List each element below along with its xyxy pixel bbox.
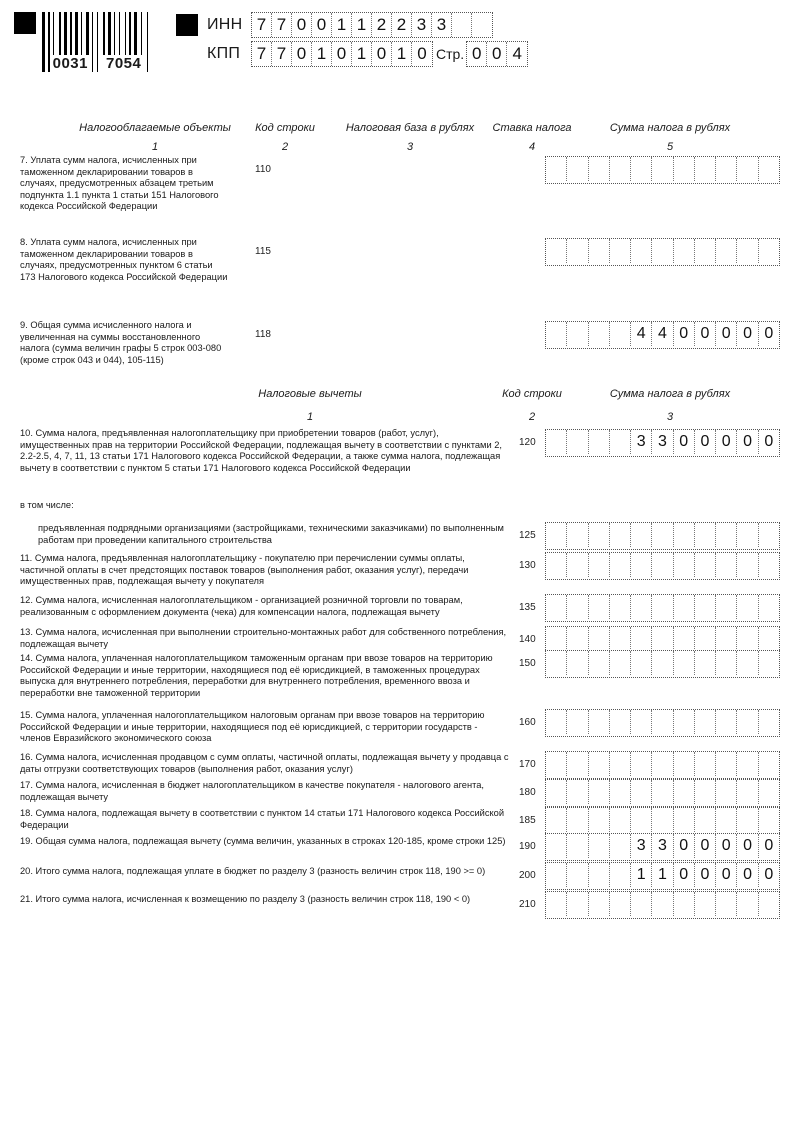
input-cell[interactable]: [716, 595, 737, 619]
input-cell[interactable]: 0: [737, 863, 758, 887]
input-cell[interactable]: 0: [695, 834, 716, 858]
input-cell[interactable]: [631, 892, 652, 916]
input-cell[interactable]: [610, 239, 631, 263]
section1-colnum-3: 3: [406, 141, 414, 153]
input-cell[interactable]: [716, 157, 737, 181]
amount-field-150[interactable]: [545, 650, 780, 678]
input-cell[interactable]: [610, 595, 631, 619]
input-cell[interactable]: [759, 523, 779, 547]
section2-row-label: 19. Общая сумма налога, подлежащая вычету (сумма величин, указанных в строках 120-185, кроме строки 125): [20, 836, 506, 846]
section2-row-label: 20. Итого сумма налога, подлежащая уплате в бюджет по разделу 3 (разность величин строк 118, 190 >= 0): [20, 866, 486, 876]
input-cell[interactable]: [737, 892, 758, 916]
input-cell[interactable]: [589, 595, 610, 619]
input-cell[interactable]: 0: [467, 42, 487, 66]
input-cell[interactable]: [652, 239, 673, 263]
input-cell[interactable]: [567, 780, 588, 804]
input-cell[interactable]: [631, 808, 652, 832]
input-cell[interactable]: 0: [759, 863, 779, 887]
section2-row-amount: [545, 552, 780, 580]
input-cell[interactable]: 1: [652, 863, 673, 887]
section1-col1-header: Налогооблагаемые объекты: [79, 122, 231, 134]
section2-row-code: 140: [519, 634, 536, 645]
input-cell[interactable]: [716, 752, 737, 776]
input-cell[interactable]: [674, 553, 695, 577]
section2-row-code: 180: [519, 787, 536, 798]
section2-row-code: 170: [519, 759, 536, 770]
input-cell[interactable]: [610, 322, 631, 346]
section1-col5-header: Сумма налога в рублях: [609, 122, 731, 134]
input-cell[interactable]: [652, 710, 673, 734]
kpp-field[interactable]: [251, 41, 433, 67]
input-cell[interactable]: [610, 752, 631, 776]
input-cell[interactable]: [695, 710, 716, 734]
input-cell[interactable]: [759, 239, 779, 263]
input-cell[interactable]: 3: [432, 13, 452, 37]
input-cell[interactable]: [546, 892, 567, 916]
input-cell[interactable]: [759, 651, 779, 675]
input-cell[interactable]: 2: [392, 13, 412, 37]
section1-col3-header: Налоговая база в рублях: [345, 122, 475, 134]
input-cell[interactable]: [674, 157, 695, 181]
alignment-square-header: [176, 14, 198, 36]
section2-row-label: 17. Сумма налога, исчисленная в бюджет налогоплательщиком в качестве покупателя - налогового агента, подлежащая вычету: [20, 780, 484, 802]
input-cell[interactable]: [652, 892, 673, 916]
inclusive-label: в том числе:: [20, 500, 74, 510]
amount-field-170[interactable]: [545, 751, 780, 779]
section2-row-amount: [545, 594, 780, 622]
input-cell[interactable]: 3: [412, 13, 432, 37]
input-cell[interactable]: [567, 710, 588, 734]
input-cell[interactable]: [674, 627, 695, 651]
section2-row-amount: [545, 650, 780, 678]
input-cell[interactable]: [716, 553, 737, 577]
section1-row-label: 7. Уплата сумм налога, исчисленных при таможенном декларировании товаров в случаях, предусмотренных абзацем третьим подпункта 1.1 пункта 1 статьи 151 Налогового кодекса Российской Федерации: [20, 155, 219, 212]
input-cell[interactable]: [631, 523, 652, 547]
input-cell[interactable]: [674, 523, 695, 547]
input-cell[interactable]: [737, 752, 758, 776]
section1-row-code: 118: [255, 329, 271, 340]
input-cell[interactable]: 1: [352, 13, 372, 37]
input-cell[interactable]: [472, 13, 492, 37]
input-cell[interactable]: 4: [507, 42, 527, 66]
input-cell[interactable]: 0: [716, 430, 737, 454]
section1-row-code: 110: [255, 164, 271, 175]
input-cell[interactable]: [652, 553, 673, 577]
section2-row-amount: [545, 833, 780, 861]
alignment-square-top-left: [14, 12, 36, 34]
input-cell[interactable]: [759, 710, 779, 734]
amount-field-135[interactable]: [545, 594, 780, 622]
page-header: [0, 0, 794, 104]
section2-row-amount: [545, 807, 780, 835]
input-cell[interactable]: [567, 239, 588, 263]
input-cell[interactable]: [695, 651, 716, 675]
inn-field[interactable]: [251, 12, 493, 38]
input-cell[interactable]: [652, 595, 673, 619]
section2-col3-header: Сумма налога в рублях: [609, 388, 731, 400]
section2-row-code: 135: [519, 602, 536, 613]
input-cell[interactable]: [567, 553, 588, 577]
input-cell[interactable]: [610, 808, 631, 832]
input-cell[interactable]: [759, 595, 779, 619]
section1-row-amount: [545, 156, 780, 184]
section2-row-label: 18. Сумма налога, подлежащая вычету в соответствии с пунктом 14 статьи 171 Налогового кодекса Российской Федерации: [20, 808, 505, 830]
input-cell[interactable]: 1: [332, 13, 352, 37]
input-cell[interactable]: 0: [695, 430, 716, 454]
input-cell[interactable]: [546, 627, 567, 651]
section2-row-code: 120: [519, 437, 536, 448]
input-cell[interactable]: [652, 780, 673, 804]
input-cell[interactable]: [695, 523, 716, 547]
input-cell[interactable]: [674, 892, 695, 916]
amount-field-118[interactable]: [545, 321, 780, 349]
section2-row-label: предъявленная подрядными организациями (застройщиками, техническими заказчиками) по выполненным работам при проведении капитального строительства: [38, 523, 504, 545]
input-cell[interactable]: 1: [631, 863, 652, 887]
input-cell[interactable]: [546, 523, 567, 547]
amount-field-200[interactable]: [545, 862, 780, 890]
input-cell[interactable]: [452, 13, 472, 37]
section1-colnum-5: 5: [666, 141, 674, 153]
section2-row-amount: [545, 751, 780, 779]
input-cell[interactable]: [737, 780, 758, 804]
section2-col2-header: Код строки: [502, 388, 562, 400]
section1-row-code: 115: [255, 246, 271, 257]
input-cell[interactable]: [716, 808, 737, 832]
input-cell[interactable]: [610, 430, 631, 454]
input-cell[interactable]: 7: [252, 13, 272, 37]
input-cell[interactable]: [716, 710, 737, 734]
input-cell[interactable]: [567, 430, 588, 454]
input-cell[interactable]: [674, 710, 695, 734]
input-cell[interactable]: [737, 627, 758, 651]
section2-colnum-3: 3: [666, 411, 674, 423]
input-cell[interactable]: [589, 752, 610, 776]
section1-row-amount: [545, 321, 780, 349]
section2-row-code: 190: [519, 841, 536, 852]
input-cell[interactable]: [546, 430, 567, 454]
amount-field-190[interactable]: [545, 833, 780, 861]
input-cell[interactable]: [567, 808, 588, 832]
input-cell[interactable]: [716, 892, 737, 916]
input-cell[interactable]: 0: [737, 430, 758, 454]
input-cell[interactable]: [674, 780, 695, 804]
barcode-block: [14, 12, 152, 73]
section2-row-amount: [545, 709, 780, 737]
input-cell[interactable]: [631, 157, 652, 181]
section2-col1-header: Налоговые вычеты: [258, 388, 362, 400]
input-cell[interactable]: [652, 157, 673, 181]
input-cell[interactable]: [567, 863, 588, 887]
input-cell[interactable]: 0: [674, 834, 695, 858]
input-cell[interactable]: [546, 710, 567, 734]
input-cell[interactable]: [695, 553, 716, 577]
input-cell[interactable]: [695, 157, 716, 181]
input-cell[interactable]: [652, 627, 673, 651]
input-cell[interactable]: [674, 239, 695, 263]
input-cell[interactable]: 4: [631, 322, 652, 346]
input-cell[interactable]: [716, 627, 737, 651]
input-cell[interactable]: [610, 780, 631, 804]
section2-row-label: 12. Сумма налога, исчисленная налогоплательщиком - организацией розничной торговли по товарам, реализованным с оформлением документа (чека) для компенсации налога, подлежащая вычету: [20, 595, 463, 617]
section1-col4-header: Ставка налога: [492, 122, 572, 134]
input-cell[interactable]: [589, 892, 610, 916]
input-cell[interactable]: [759, 780, 779, 804]
input-cell[interactable]: [589, 322, 610, 346]
section2-row-amount: [545, 429, 780, 457]
input-cell[interactable]: [652, 808, 673, 832]
input-cell[interactable]: [589, 834, 610, 858]
input-cell[interactable]: 7: [252, 42, 272, 66]
input-cell[interactable]: 7: [272, 42, 292, 66]
input-cell[interactable]: 0: [292, 13, 312, 37]
kpp-label: КПП: [207, 45, 241, 62]
input-cell[interactable]: [674, 808, 695, 832]
section2-row-amount: [545, 779, 780, 807]
kpp-row: [207, 41, 528, 67]
input-cell[interactable]: [737, 239, 758, 263]
section2-colnum-2: 2: [528, 411, 536, 423]
input-cell[interactable]: [695, 595, 716, 619]
input-cell[interactable]: [610, 627, 631, 651]
input-cell[interactable]: 1: [312, 42, 332, 66]
input-cell[interactable]: [546, 863, 567, 887]
input-cell[interactable]: 0: [716, 834, 737, 858]
input-cell[interactable]: [567, 322, 588, 346]
input-cell[interactable]: 0: [695, 322, 716, 346]
input-cell[interactable]: [631, 780, 652, 804]
section2-row-amount: [545, 862, 780, 890]
section2-row-code: 150: [519, 658, 536, 669]
input-cell[interactable]: [674, 651, 695, 675]
input-cell[interactable]: [546, 553, 567, 577]
input-cell[interactable]: [631, 553, 652, 577]
input-cell[interactable]: 0: [716, 322, 737, 346]
input-cell[interactable]: [631, 239, 652, 263]
input-cell[interactable]: [631, 752, 652, 776]
input-cell[interactable]: [546, 808, 567, 832]
input-cell[interactable]: [546, 834, 567, 858]
input-cell[interactable]: [589, 627, 610, 651]
input-cell[interactable]: 0: [292, 42, 312, 66]
input-cell[interactable]: [695, 892, 716, 916]
input-cell[interactable]: 3: [652, 430, 673, 454]
input-cell[interactable]: [589, 651, 610, 675]
input-cell[interactable]: [695, 239, 716, 263]
inn-row: [207, 12, 528, 38]
input-cell[interactable]: [610, 553, 631, 577]
input-cell[interactable]: [589, 710, 610, 734]
input-cell[interactable]: [589, 523, 610, 547]
input-cell[interactable]: [546, 595, 567, 619]
input-cell[interactable]: 3: [652, 834, 673, 858]
input-cell[interactable]: 0: [674, 430, 695, 454]
section2-row-amount: [545, 891, 780, 919]
section1-colnum-4: 4: [528, 141, 536, 153]
input-cell[interactable]: [759, 627, 779, 651]
input-cell[interactable]: [737, 808, 758, 832]
input-cell[interactable]: [567, 651, 588, 675]
amount-field-180[interactable]: [545, 779, 780, 807]
barcode-digits-right: 7054: [103, 55, 144, 72]
input-cell[interactable]: 1: [352, 42, 372, 66]
input-cell[interactable]: [589, 863, 610, 887]
input-cell[interactable]: [631, 627, 652, 651]
input-cell[interactable]: [567, 627, 588, 651]
input-cell[interactable]: [610, 157, 631, 181]
input-cell[interactable]: [631, 595, 652, 619]
input-cell[interactable]: 4: [652, 322, 673, 346]
input-cell[interactable]: [546, 239, 567, 263]
section1-colnum-2: 2: [281, 141, 289, 153]
section2-row-label: 14. Сумма налога, уплаченная налогоплательщиком таможенным органам при ввозе товаров на территорию Российской Федерации и иные территории, находящиеся под её юрисдикцией, в таможенных процедурах выпуска для внутреннего потребления, переработки для внутреннего потребления, временного ввоза и переработки вне таможенной территории: [20, 653, 493, 698]
section2-row-label: 15. Сумма налога, уплаченная налогоплательщиком налоговым органам при ввозе товаров на территорию Российской Федерации и иные территории, находящиеся под её юрисдикцией, с территории государств - членов Евразийского экономического союза: [20, 710, 485, 744]
section2-row-code: 130: [519, 560, 536, 571]
input-cell[interactable]: [567, 157, 588, 181]
amount-field-115[interactable]: [545, 238, 780, 266]
taxpayer-id-block: [176, 12, 528, 67]
input-cell[interactable]: 0: [332, 42, 352, 66]
section2-row-code: 185: [519, 815, 536, 826]
input-cell[interactable]: [759, 808, 779, 832]
input-cell[interactable]: [695, 627, 716, 651]
amount-field-160[interactable]: [545, 709, 780, 737]
input-cell[interactable]: [759, 157, 779, 181]
input-cell[interactable]: 0: [674, 863, 695, 887]
amount-field-120[interactable]: [545, 429, 780, 457]
input-cell[interactable]: [652, 651, 673, 675]
input-cell[interactable]: [589, 157, 610, 181]
input-cell[interactable]: 0: [759, 322, 779, 346]
section1-col2-header: Код строки: [255, 122, 315, 134]
input-cell[interactable]: [567, 834, 588, 858]
input-cell[interactable]: [716, 780, 737, 804]
input-cell[interactable]: [546, 157, 567, 181]
amount-field-210[interactable]: [545, 891, 780, 919]
input-cell[interactable]: [610, 523, 631, 547]
input-cell[interactable]: [716, 239, 737, 263]
amount-field-125[interactable]: [545, 522, 780, 550]
input-cell[interactable]: 2: [372, 13, 392, 37]
input-cell[interactable]: [695, 808, 716, 832]
input-cell[interactable]: [737, 651, 758, 675]
input-cell[interactable]: [589, 808, 610, 832]
input-cell[interactable]: [759, 553, 779, 577]
input-cell[interactable]: [589, 553, 610, 577]
section2-row-code: 125: [519, 530, 536, 541]
input-cell[interactable]: [567, 523, 588, 547]
input-cell[interactable]: [737, 157, 758, 181]
input-cell[interactable]: [610, 710, 631, 734]
input-cell[interactable]: [737, 553, 758, 577]
input-cell[interactable]: [737, 595, 758, 619]
input-cell[interactable]: [631, 710, 652, 734]
amount-field-185[interactable]: [545, 807, 780, 835]
input-cell[interactable]: [546, 651, 567, 675]
input-cell[interactable]: [652, 752, 673, 776]
input-cell[interactable]: [589, 239, 610, 263]
input-cell[interactable]: 3: [631, 430, 652, 454]
input-cell[interactable]: [610, 892, 631, 916]
section1-colnum-1: 1: [151, 141, 159, 153]
section2-colnum-1: 1: [306, 411, 314, 423]
input-cell[interactable]: [737, 710, 758, 734]
barcode-digits: [42, 55, 152, 73]
section2-row-code: 210: [519, 899, 536, 910]
section2-row-label: 11. Сумма налога, предъявленная налогоплательщику - покупателю при перечислении суммы оплаты, частичной оплаты в счет предстоящих поставок товаров (выполнения работ, оказания услуг), передачи имущественных прав, подлежащая вычету у покупателя: [20, 553, 469, 587]
section2-row-code: 200: [519, 870, 536, 881]
section1-row-label: 9. Общая сумма исчисленного налога и увеличенная на суммы восстановленного налога (сумма величин графы 5 строк 003-080 (кроме строк 043 и 044), 105-115): [20, 320, 222, 365]
input-cell[interactable]: [567, 752, 588, 776]
section2-row-label: 10. Сумма налога, предъявленная налогоплательщику при приобретении товаров (работ, услуг), имущественных прав на территории Российской Федерации, подлежащая вычету в соответствии с пунктами 2, 2.2-2.5, 4, 7, 11, 13 статьи 171 Налогового кодекса Российской Федерации, а также сумма налога, подлежащая вычету в соответствии с пунктом 5 статьи 171 Налогового кодекса Российской Федерации: [20, 428, 502, 473]
input-cell[interactable]: 7: [272, 13, 292, 37]
input-cell[interactable]: [695, 752, 716, 776]
input-cell[interactable]: [546, 752, 567, 776]
amount-field-130[interactable]: [545, 552, 780, 580]
input-cell[interactable]: [737, 523, 758, 547]
section2-row-label: 13. Сумма налога, исчисленная при выполнении строительно-монтажных работ для собственного потребления, подлежащая вычету: [20, 627, 507, 649]
input-cell[interactable]: [567, 892, 588, 916]
input-cell[interactable]: [546, 780, 567, 804]
input-cell[interactable]: 0: [312, 13, 332, 37]
barcode-digits-left: 0031: [50, 55, 91, 72]
section2-row-amount: [545, 522, 780, 550]
input-cell[interactable]: [674, 595, 695, 619]
input-cell[interactable]: [546, 322, 567, 346]
input-cell[interactable]: 0: [695, 863, 716, 887]
section1-row-amount: [545, 238, 780, 266]
input-cell[interactable]: [610, 834, 631, 858]
section2-row-label: 21. Итого сумма налога, исчисленная к возмещению по разделу 3 (разность величин строк 118, 190 < 0): [20, 894, 471, 904]
input-cell[interactable]: [652, 523, 673, 547]
input-cell[interactable]: [589, 780, 610, 804]
input-cell[interactable]: [759, 752, 779, 776]
page-number-field[interactable]: [466, 41, 528, 67]
input-cell[interactable]: [610, 651, 631, 675]
input-cell[interactable]: 1: [392, 42, 412, 66]
input-cell[interactable]: [695, 780, 716, 804]
input-cell[interactable]: 0: [674, 322, 695, 346]
input-cell[interactable]: [567, 595, 588, 619]
input-cell[interactable]: [589, 430, 610, 454]
amount-field-110[interactable]: [545, 156, 780, 184]
input-cell[interactable]: 0: [716, 863, 737, 887]
input-cell[interactable]: 0: [759, 834, 779, 858]
input-cell[interactable]: [631, 651, 652, 675]
input-cell[interactable]: [716, 523, 737, 547]
input-cell[interactable]: 0: [737, 322, 758, 346]
input-cell[interactable]: 0: [737, 834, 758, 858]
input-cell[interactable]: [759, 892, 779, 916]
input-cell[interactable]: [716, 651, 737, 675]
input-cell[interactable]: 0: [372, 42, 392, 66]
section2-row-label: 16. Сумма налога, исчисленная продавцом с сумм оплаты, частичной оплаты, подлежащая вычету у продавца с даты отгрузки соответствующих товаров (выполнения работ, оказания услуг): [20, 752, 509, 774]
input-cell[interactable]: 0: [412, 42, 432, 66]
input-cell[interactable]: 0: [759, 430, 779, 454]
input-cell[interactable]: [610, 863, 631, 887]
input-cell[interactable]: [674, 752, 695, 776]
input-cell[interactable]: 3: [631, 834, 652, 858]
section2-row-code: 160: [519, 717, 536, 728]
section1-row-label: 8. Уплата сумм налога, исчисленных при таможенном декларировании товаров в случаях, предусмотренных пунктом 6 статьи 173 Налогового кодекса Российской Федерации: [20, 237, 228, 282]
page-number-label: Стр.: [436, 46, 465, 62]
input-cell[interactable]: 0: [487, 42, 507, 66]
inn-label: ИНН: [207, 16, 243, 33]
